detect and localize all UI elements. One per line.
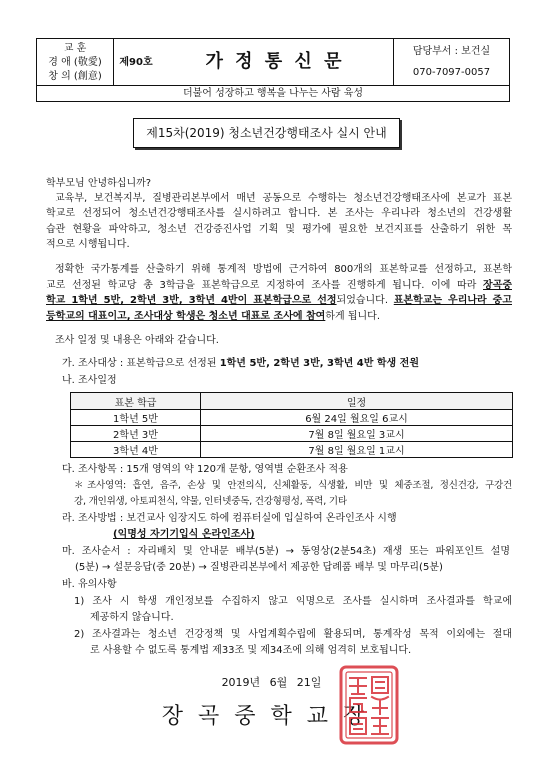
paragraph-1-line: 적으로 시행됩니다. (46, 239, 130, 250)
column-header-schedule: 일정 (201, 393, 513, 410)
precaution-1: 1) 조사 시 학생 개인정보를 수집하지 않고 익명으로 조사를 실시하며 조사결과를 학교에 (74, 596, 512, 607)
emphasis-segment: 장곡중 (483, 280, 512, 291)
issue-date: 2019년 6월 21일 (221, 676, 322, 689)
issue-number: 제90호 (119, 57, 153, 68)
survey-areas-line: 강, 개인위생, 아토피천식, 약물, 인터넷중독, 건강형평성, 폭력, 기타 (74, 496, 347, 507)
motto-line-1: 경 애 (敬愛) (48, 57, 102, 68)
text-segment: 되었습니다. (336, 295, 394, 306)
item-survey-contents: 다. 조사항목 : 15개 영역의 약 120개 문항, 영역별 순환조사 적용 (62, 464, 348, 475)
notice-title: 제15차(2019) 청소년건강행태조사 실시 안내 (133, 118, 400, 148)
item-target-label: 가. 조사대상 : 표본학급으로 선정된 (62, 358, 220, 369)
item-survey-order-cont: (5분) → 설문응답(중 20분) → 질병관리본부에서 제공한 답례품 배부 및 마무리(5분) (75, 562, 443, 573)
school-slogan: 더불어 성장하고 행복을 나누는 사람 육성 (182, 88, 364, 99)
phone-number: 070-7097-0057 (412, 67, 491, 78)
schedule-cell: 7월 8일 월요일 3교시 (201, 426, 513, 442)
item-target (62, 357, 512, 371)
precaution-2: 2) 조사결과는 청소년 건강정책 및 사업계획수립에 활용되며, 통계작성 목적 이외에는 절대 (74, 629, 512, 640)
text-segment: 교로 선정된 학교당 총 3학급을 표본학급으로 지정하여 조사를 진행하게 됩니다. 이에 따라 (46, 280, 484, 291)
document-type-title: 가 정 통 신 문 (205, 51, 345, 72)
paragraph-1-line: 학교로 선정되어 청소년건강행태조사를 실시하려고 합니다. 본 조사는 우리나라 청소년의 건강생활 (46, 208, 512, 219)
header-divider (113, 39, 114, 85)
precaution-1-cont: 제공하지 않습니다. (90, 612, 174, 623)
class-cell: 2학년 3반 (71, 426, 201, 442)
header-box (36, 38, 510, 102)
class-cell: 1학년 5반 (71, 410, 201, 426)
paragraph-2-line (46, 294, 512, 308)
survey-areas-line: ＊조사영역: 흡연, 음주, 손상 및 안전의식, 신체활동, 식생활, 비만 및 체중조절, 정신건강, 구강건 (74, 480, 512, 491)
official-seal-stamp (338, 664, 400, 746)
emphasis-segment: 표본학교는 우리나라 중고 (393, 295, 512, 306)
motto-title: 교 훈 (63, 43, 87, 54)
table-row (71, 426, 513, 442)
schedule-cell: 6월 24일 월요일 6교시 (201, 410, 513, 426)
text-segment: 하게 됩니다. (325, 311, 381, 322)
item-survey-order: 마. 조사순서 : 자리배치 및 안내문 배부(5분) → 동영상(2분54초) 재생 또는 파워포인트 설명 (62, 546, 510, 557)
paragraph-1-line: 교육부, 보건복지부, 질병관리본부에서 매년 공동으로 수행하는 청소년건강행태조사에 본교가 표본 (55, 193, 512, 204)
principal-signature: 장 곡 중 학 교 장 (161, 704, 369, 729)
survey-method-note: (익명성 자기기입식 온라인조사) (113, 529, 255, 540)
item-survey-method: 라. 조사방법 : 보건교사 임장지도 하에 컴퓨터실에 입실하여 온라인조사 시행 (62, 513, 397, 524)
paragraph-2-line: 정확한 국가통계를 산출하기 위해 통계적 방법에 근거하여 800개의 표본학교를 선정하고, 표본학 (55, 264, 512, 275)
class-cell: 3학년 4반 (71, 442, 201, 458)
table-row (71, 442, 513, 458)
precaution-2-cont: 로 사용할 수 없도록 통계법 제33조 및 제34조에 의해 엄격히 보호됩니다. (90, 645, 412, 656)
paragraph-2-line (46, 279, 512, 293)
emphasis-segment: 등학교의 대표이고, 조사대상 학생은 청소년 대표로 조사에 참여 (46, 311, 326, 322)
item-schedule-heading: 나. 조사일정 (62, 375, 117, 386)
schedule-table (70, 392, 513, 458)
paragraph-1-line: 습관 현황을 파악하고, 청소년 건강증진사업 기획 및 평가에 필요한 보건지표를 산출하기 위한 목 (46, 224, 512, 235)
schedule-cell: 7월 8일 월요일 1교시 (201, 442, 513, 458)
column-header-class: 표본 학급 (71, 393, 201, 410)
motto-line-2: 창 의 (創意) (48, 71, 102, 82)
emphasis-segment: 학교 1학년 5반, 2학년 3반, 3학년 4반이 표본학급으로 선정 (46, 295, 337, 306)
item-target-classes: 1학년 5반, 2학년 3반, 3학년 4반 학생 전원 (219, 358, 419, 369)
table-row (71, 410, 513, 426)
department-label: 담당부서 : 보건실 (412, 46, 491, 57)
greeting: 학부모님 안녕하십니까? (46, 178, 152, 189)
table-header-row (71, 393, 513, 410)
item-precautions-heading: 바. 유의사항 (62, 579, 117, 590)
paragraph-2-line (46, 310, 512, 324)
schedule-intro: 조사 일정 및 내용은 아래와 같습니다. (55, 335, 219, 346)
